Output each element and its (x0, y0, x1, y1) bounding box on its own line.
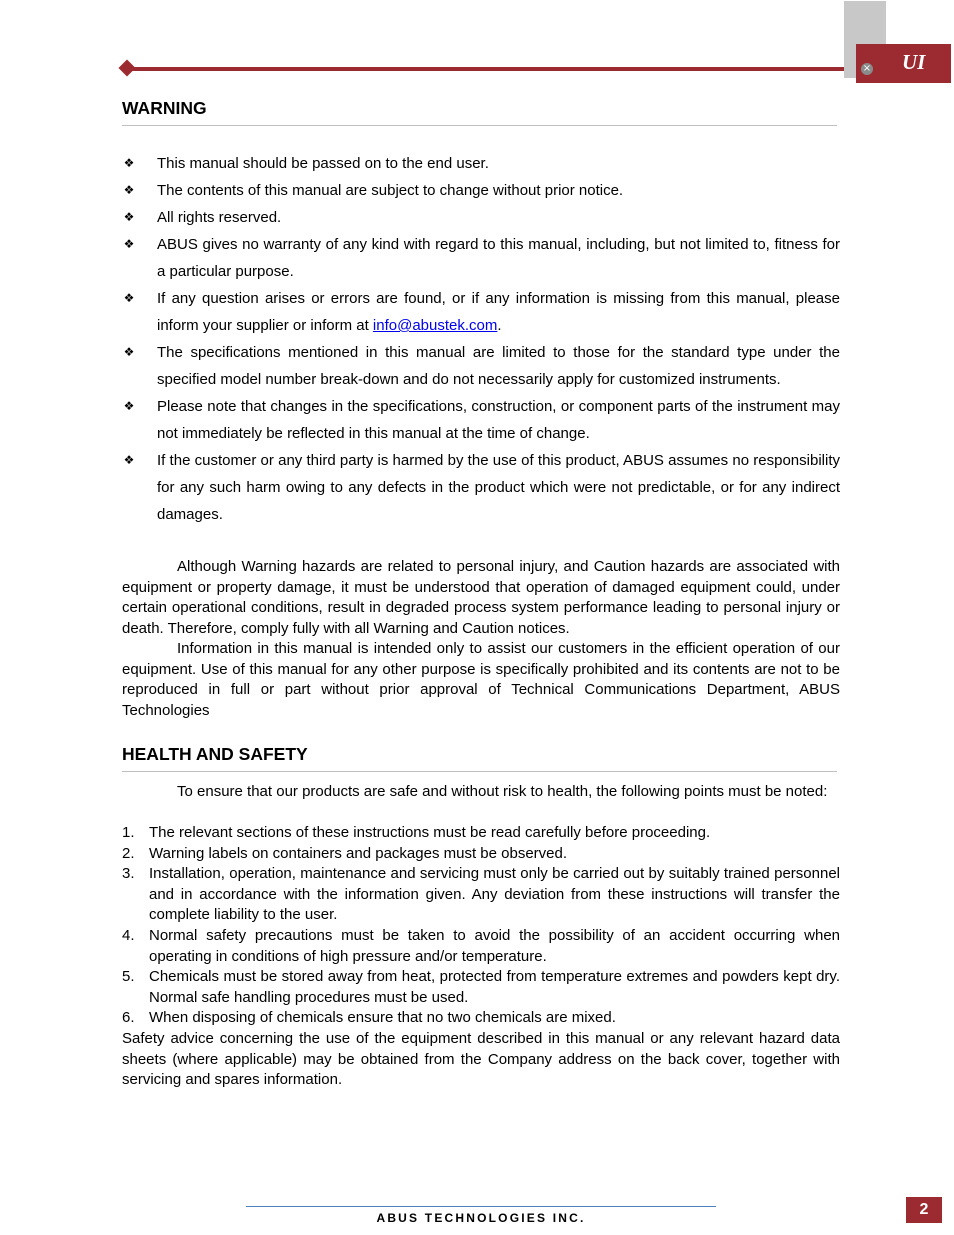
warning-paragraph-1: Although Warning hazards are related to personal injury, and Caution hazards are associated with equipment or property damage, it must be understood that operation of damaged equipment could, under certain operational conditions, result in degraded process system performance leading to personal injury or death. Therefore, comply fully with all Warning and Caution notices. (122, 558, 840, 637)
health-intro: To ensure that our products are safe and without risk to health, the following points must be noted: (177, 783, 828, 800)
list-item: 5. Chemicals must be stored away from heat, protected from temperature extremes and powders kept dry. Normal safe handling procedures must be used. (122, 968, 840, 1006)
warning-rule (122, 125, 837, 126)
diamond-bullet-icon: ❖ (123, 156, 135, 170)
header-tab-label: UI (856, 44, 951, 83)
health-numbered-list (122, 823, 840, 1029)
footer-company: ABUS TECHNOLOGIES INC. (376, 1211, 586, 1225)
footer-rule (246, 1206, 716, 1207)
diamond-bullet-icon: ❖ (123, 237, 135, 251)
list-item: 4. Normal safety precautions must be taken to avoid the possibility of an accident occurring when operating in conditions of high pressure and/or temperature. (122, 926, 840, 965)
list-item: 3. Installation, operation, maintenance and servicing must only be carried out by suitably trained personnel and in accordance with the information given. Any deviation from these instructions will transfer the complete liability to the user. (122, 865, 840, 924)
list-item: ❖ Please note that changes in the specifications, construction, or component parts of the instrument may not immediately be reflected in this manual at the time of change. (122, 393, 840, 447)
header-diamond (119, 60, 136, 77)
warning-paragraph-2: Information in this manual is intended only to assist our customers in the efficient operation of our equipment. Use of this manual for any other purpose is specifically prohibited and its contents are not to be reproduced in full or part without prior approval of Technical Communications Department, ABUS Technologies (122, 640, 840, 719)
diamond-bullet-icon: ❖ (123, 291, 135, 305)
close-circle-icon: × (862, 63, 872, 74)
warning-title: WARNING (122, 98, 207, 118)
header-rule (128, 67, 856, 71)
diamond-bullet-icon: ❖ (123, 453, 135, 467)
list-item: ❖ The contents of this manual are subject to change without prior notice. (122, 177, 840, 204)
health-closing: Safety advice concerning the use of the equipment described in this manual or any relevant hazard data sheets (where applicable) may be obtained from the Company address on the back cover, together with servicing and spares information. (122, 1030, 840, 1089)
page-number: 2 (906, 1197, 942, 1223)
list-item: 6. When disposing of chemicals ensure that no two chemicals are mixed. (122, 1009, 616, 1027)
diamond-bullet-icon: ❖ (123, 399, 135, 413)
list-item: 2. Warning labels on containers and packages must be observed. (122, 844, 568, 862)
list-item: ❖ If the customer or any third party is harmed by the use of this product, ABUS assumes no responsibility for any such harm owing to any defects in the product which were not predictable, or for any indirect damages. (122, 447, 840, 528)
list-item: ❖ ABUS gives no warranty of any kind with regard to this manual, including, but not limited to, fitness for a particular purpose. (122, 231, 840, 285)
diamond-bullet-icon: ❖ (123, 210, 135, 224)
warning-bullet-list (122, 150, 840, 528)
email-link[interactable]: info@abustek.com (372, 317, 498, 334)
list-item: ❖ All rights reserved. (122, 204, 840, 231)
health-title: HEALTH AND SAFETY (122, 744, 308, 764)
diamond-bullet-icon: ❖ (123, 183, 135, 197)
list-item: 1. The relevant sections of these instructions must be read carefully before proceeding. (122, 824, 711, 841)
list-item: ❖ This manual should be passed on to the end user. (122, 150, 840, 177)
health-rule (122, 771, 837, 772)
diamond-bullet-icon: ❖ (123, 345, 135, 359)
list-item: ❖ The specifications mentioned in this manual are limited to those for the standard type under the specified model number break-down and do not necessarily apply for customized instruments. (122, 339, 840, 393)
list-item: ❖ If any question arises or errors are found, or if any information is missing from this manual, please inform your supplier or inform at info@abustek.com. (122, 285, 840, 339)
